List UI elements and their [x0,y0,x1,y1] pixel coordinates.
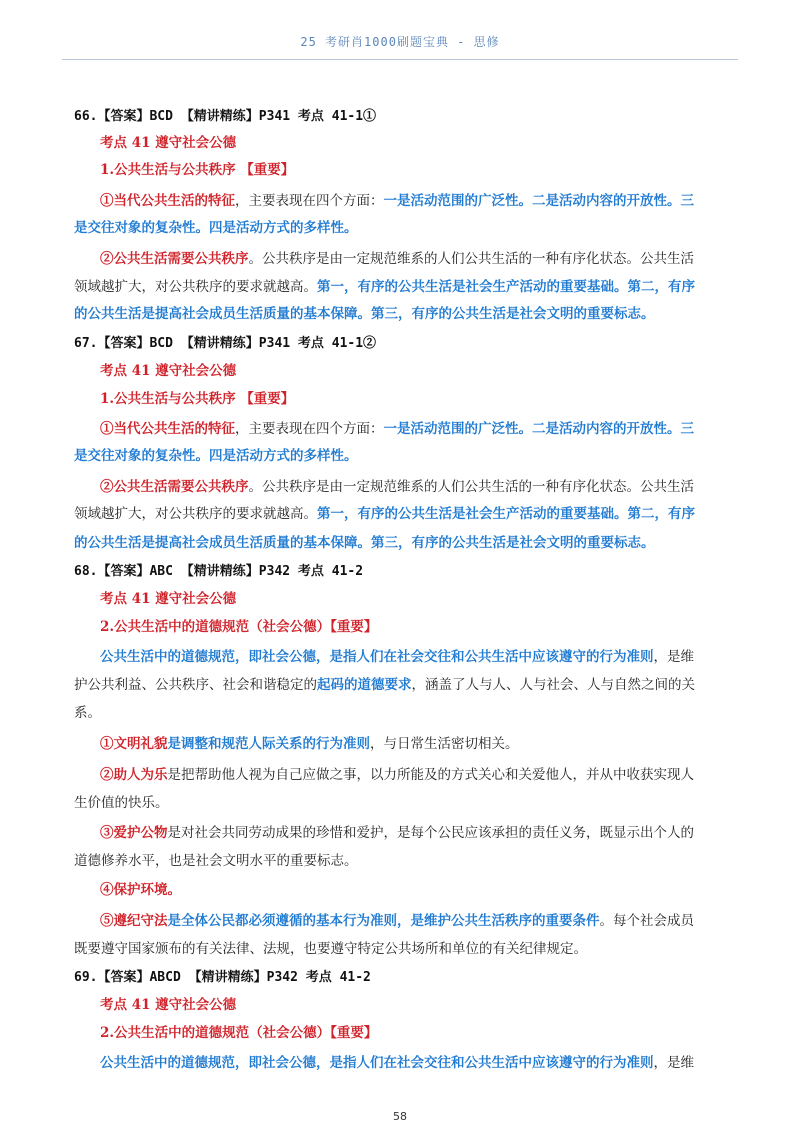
answer-68-item2-line2: 生价值的快乐。 [74,795,169,811]
answer-66-para1-line2: 是交往对象的复杂性。四是活动方式的多样性。 [74,220,358,236]
answer-68-item5-line1 [100,908,730,935]
text: 领域越扩大，对公共秩序的要求就越高。 [74,279,317,295]
text: 。每个社会成员 [599,913,694,929]
answer-67-para2-line1 [100,474,730,501]
text: 领域越扩大，对公共秩序的要求就越高。 [74,506,317,522]
answer-69-section-title: 2.公共生活中的道德规范（社会公德）【重要】 [100,1025,378,1041]
answer-68-definition-line2 [74,672,730,699]
key-point: 公共生活中的道德规范，即社会公德，是指人们在社会交往和公共生活中应该遵守的行为准则 [100,1055,654,1071]
term: ①当代公共生活的特征 [100,193,235,209]
key-point: 第一，有序的公共生活是社会生产活动的重要基础。第二，有序 [317,279,695,295]
text: 。公共秩序是由一定规范维系的人们公共生活的一种有序化状态。公共生活 [248,251,694,267]
term: ②助人为乐 [100,767,168,783]
answer-67-para2-line3: 的公共生活是提高社会成员生活质量的基本保障。第三，有序的公共生活是社会文明的重要标志。 [74,535,655,551]
answer-69-kaodian: 考点 41 遵守社会公德 [100,997,237,1013]
answer-68-item1 [100,731,730,758]
answer-67-section-title: 1.公共生活与公共秩序 【重要】 [100,391,295,407]
running-header: 25 考研肖1000刷题宝典 - 思修 [300,35,500,49]
key-point: 第一，有序的公共生活是社会生产活动的重要基础。第二，有序 [317,506,695,522]
text: ，主要表现在四个方面： [235,193,384,209]
answer-66-para1-line1 [100,188,730,215]
text: 。公共秩序是由一定规范维系的人们公共生活的一种有序化状态。公共生活 [248,479,694,495]
text: 护公共利益、公共秩序、社会和谐稳定的 [74,677,317,693]
key-point: 一是活动范围的广泛性。二是活动内容的开放性。三 [383,421,694,437]
answer-67-para1-line1 [100,416,730,443]
text: ，主要表现在四个方面： [235,421,384,437]
answer-68-item3-line1 [100,820,730,847]
key-point: 公共生活中的道德规范，即社会公德，是指人们在社会交往和公共生活中应该遵守的行为准则 [100,649,654,665]
answer-67-heading: 67.【答案】BCD 【精讲精练】P341 考点 41-1② [74,336,377,351]
term: ③爱护公物 [100,825,168,841]
text: ，涵盖了人与人、人与社会、人与自然之间的关 [411,677,695,693]
answer-67-para2-line2 [74,501,730,528]
key-point: 起码的道德要求 [317,677,412,693]
key-point: 是全体公民都必须遵循的基本行为准则，是维护公共生活秩序的重要条件 [167,913,600,929]
answer-68-kaodian: 考点 41 遵守社会公德 [100,591,237,607]
text: ，是维 [653,649,694,665]
key-point: 是调整和规范人际关系的行为准则 [167,736,370,752]
answer-68-heading: 68.【答案】ABC 【精讲精练】P342 考点 41-2 [74,564,364,579]
term: ②公共生活需要公共秩序 [100,479,249,495]
term: ①文明礼貌 [100,736,168,752]
answer-69-definition-line1 [100,1050,730,1077]
answer-66-section-title: 1.公共生活与公共秩序 【重要】 [100,162,295,178]
text: 是把帮助他人视为自己应做之事，以力所能及的方式关心和关爱他人，并从中收获实现人 [167,767,694,783]
answer-66-para2-line1 [100,246,730,273]
answer-67-para1-line2: 是交往对象的复杂性。四是活动方式的多样性。 [74,448,358,464]
text: 是对社会共同劳动成果的珍惜和爱护，是每个公民应该承担的责任义务，既显示出个人的 [167,825,694,841]
page-number: 58 [393,1110,407,1123]
answer-68-item5-line2: 既要遵守国家颁布的有关法律、法规，也要遵守特定公共场所和单位的有关纪律规定。 [74,941,587,957]
answer-68-definition-line1 [100,644,730,671]
answer-68-definition-line3: 系。 [74,705,101,721]
answer-66-kaodian: 考点 41 遵守社会公德 [100,135,237,151]
answer-68-item2-line1 [100,762,730,789]
key-point: 一是活动范围的广泛性。二是活动内容的开放性。三 [383,193,694,209]
answer-69-heading: 69.【答案】ABCD 【精讲精练】P342 考点 41-2 [74,970,371,985]
answer-66-para2-line3: 的公共生活是提高社会成员生活质量的基本保障。第三，有序的公共生活是社会文明的重要标志。 [74,306,655,322]
header-rule [62,59,738,60]
term: ⑤遵纪守法 [100,913,168,929]
text: ，与日常生活密切相关。 [370,736,519,752]
term: ②公共生活需要公共秩序 [100,251,249,267]
answer-66-para2-line2 [74,274,730,301]
text: ，是维 [653,1055,694,1071]
answer-68-section-title: 2.公共生活中的道德规范（社会公德）【重要】 [100,619,378,635]
answer-68-item4: ④保护环境。 [100,882,181,898]
answer-68-item3-line2: 道德修养水平，也是社会文明水平的重要标志。 [74,853,358,869]
answer-67-kaodian: 考点 41 遵守社会公德 [100,363,237,379]
term: ①当代公共生活的特征 [100,421,235,437]
answer-66-heading: 66.【答案】BCD 【精讲精练】P341 考点 41-1① [74,109,377,124]
